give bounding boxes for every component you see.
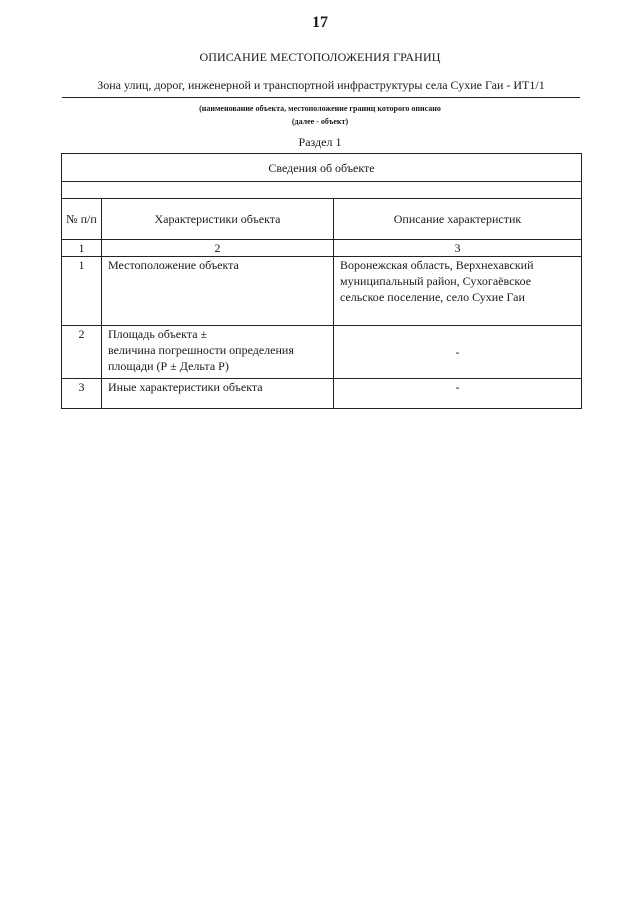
row-description: Воронежская область, Верхнехавский муниципальный район, Сухогаёвское сельское поселение, село Сухие Гаи — [334, 257, 582, 326]
row-number: 2 — [62, 326, 102, 379]
object-name-caption-line2: (далее - объект) — [291, 117, 349, 126]
table-row — [62, 379, 582, 409]
column-index-2: 2 — [102, 240, 334, 257]
row-number: 3 — [62, 379, 102, 409]
column-header-characteristics: Характеристики объекта — [102, 199, 334, 240]
document-title: ОПИСАНИЕ МЕСТОПОЛОЖЕНИЯ ГРАНИЦ — [199, 50, 441, 64]
column-header-num: № п/п — [62, 199, 102, 240]
row-number: 1 — [62, 257, 102, 326]
row-characteristic: Площадь объекта ± величина погрешности определения площади (Р ± Дельта Р) — [102, 326, 334, 379]
row-characteristic: Местоположение объекта — [102, 257, 334, 326]
row-characteristic: Иные характеристики объекта — [102, 379, 334, 409]
section-label: Раздел 1 — [298, 135, 342, 149]
object-name: Зона улиц, дорог, инженерной и транспортной инфраструктуры села Сухие Гаи - ИТ1/1 — [62, 78, 580, 98]
table-row — [62, 257, 582, 326]
table-spacer-row — [62, 182, 582, 199]
object-info-table — [61, 153, 582, 409]
table-heading: Сведения об объекте — [62, 154, 582, 182]
column-index-1: 1 — [62, 240, 102, 257]
row-description: - — [334, 379, 582, 409]
row-description: - — [334, 326, 582, 379]
column-header-description: Описание характеристик — [334, 199, 582, 240]
table-row — [62, 326, 582, 379]
column-index-3: 3 — [334, 240, 582, 257]
page-number: 17 — [312, 14, 328, 31]
object-name-caption-line1: (наименование объекта, местоположение границ которого описано — [199, 104, 441, 113]
